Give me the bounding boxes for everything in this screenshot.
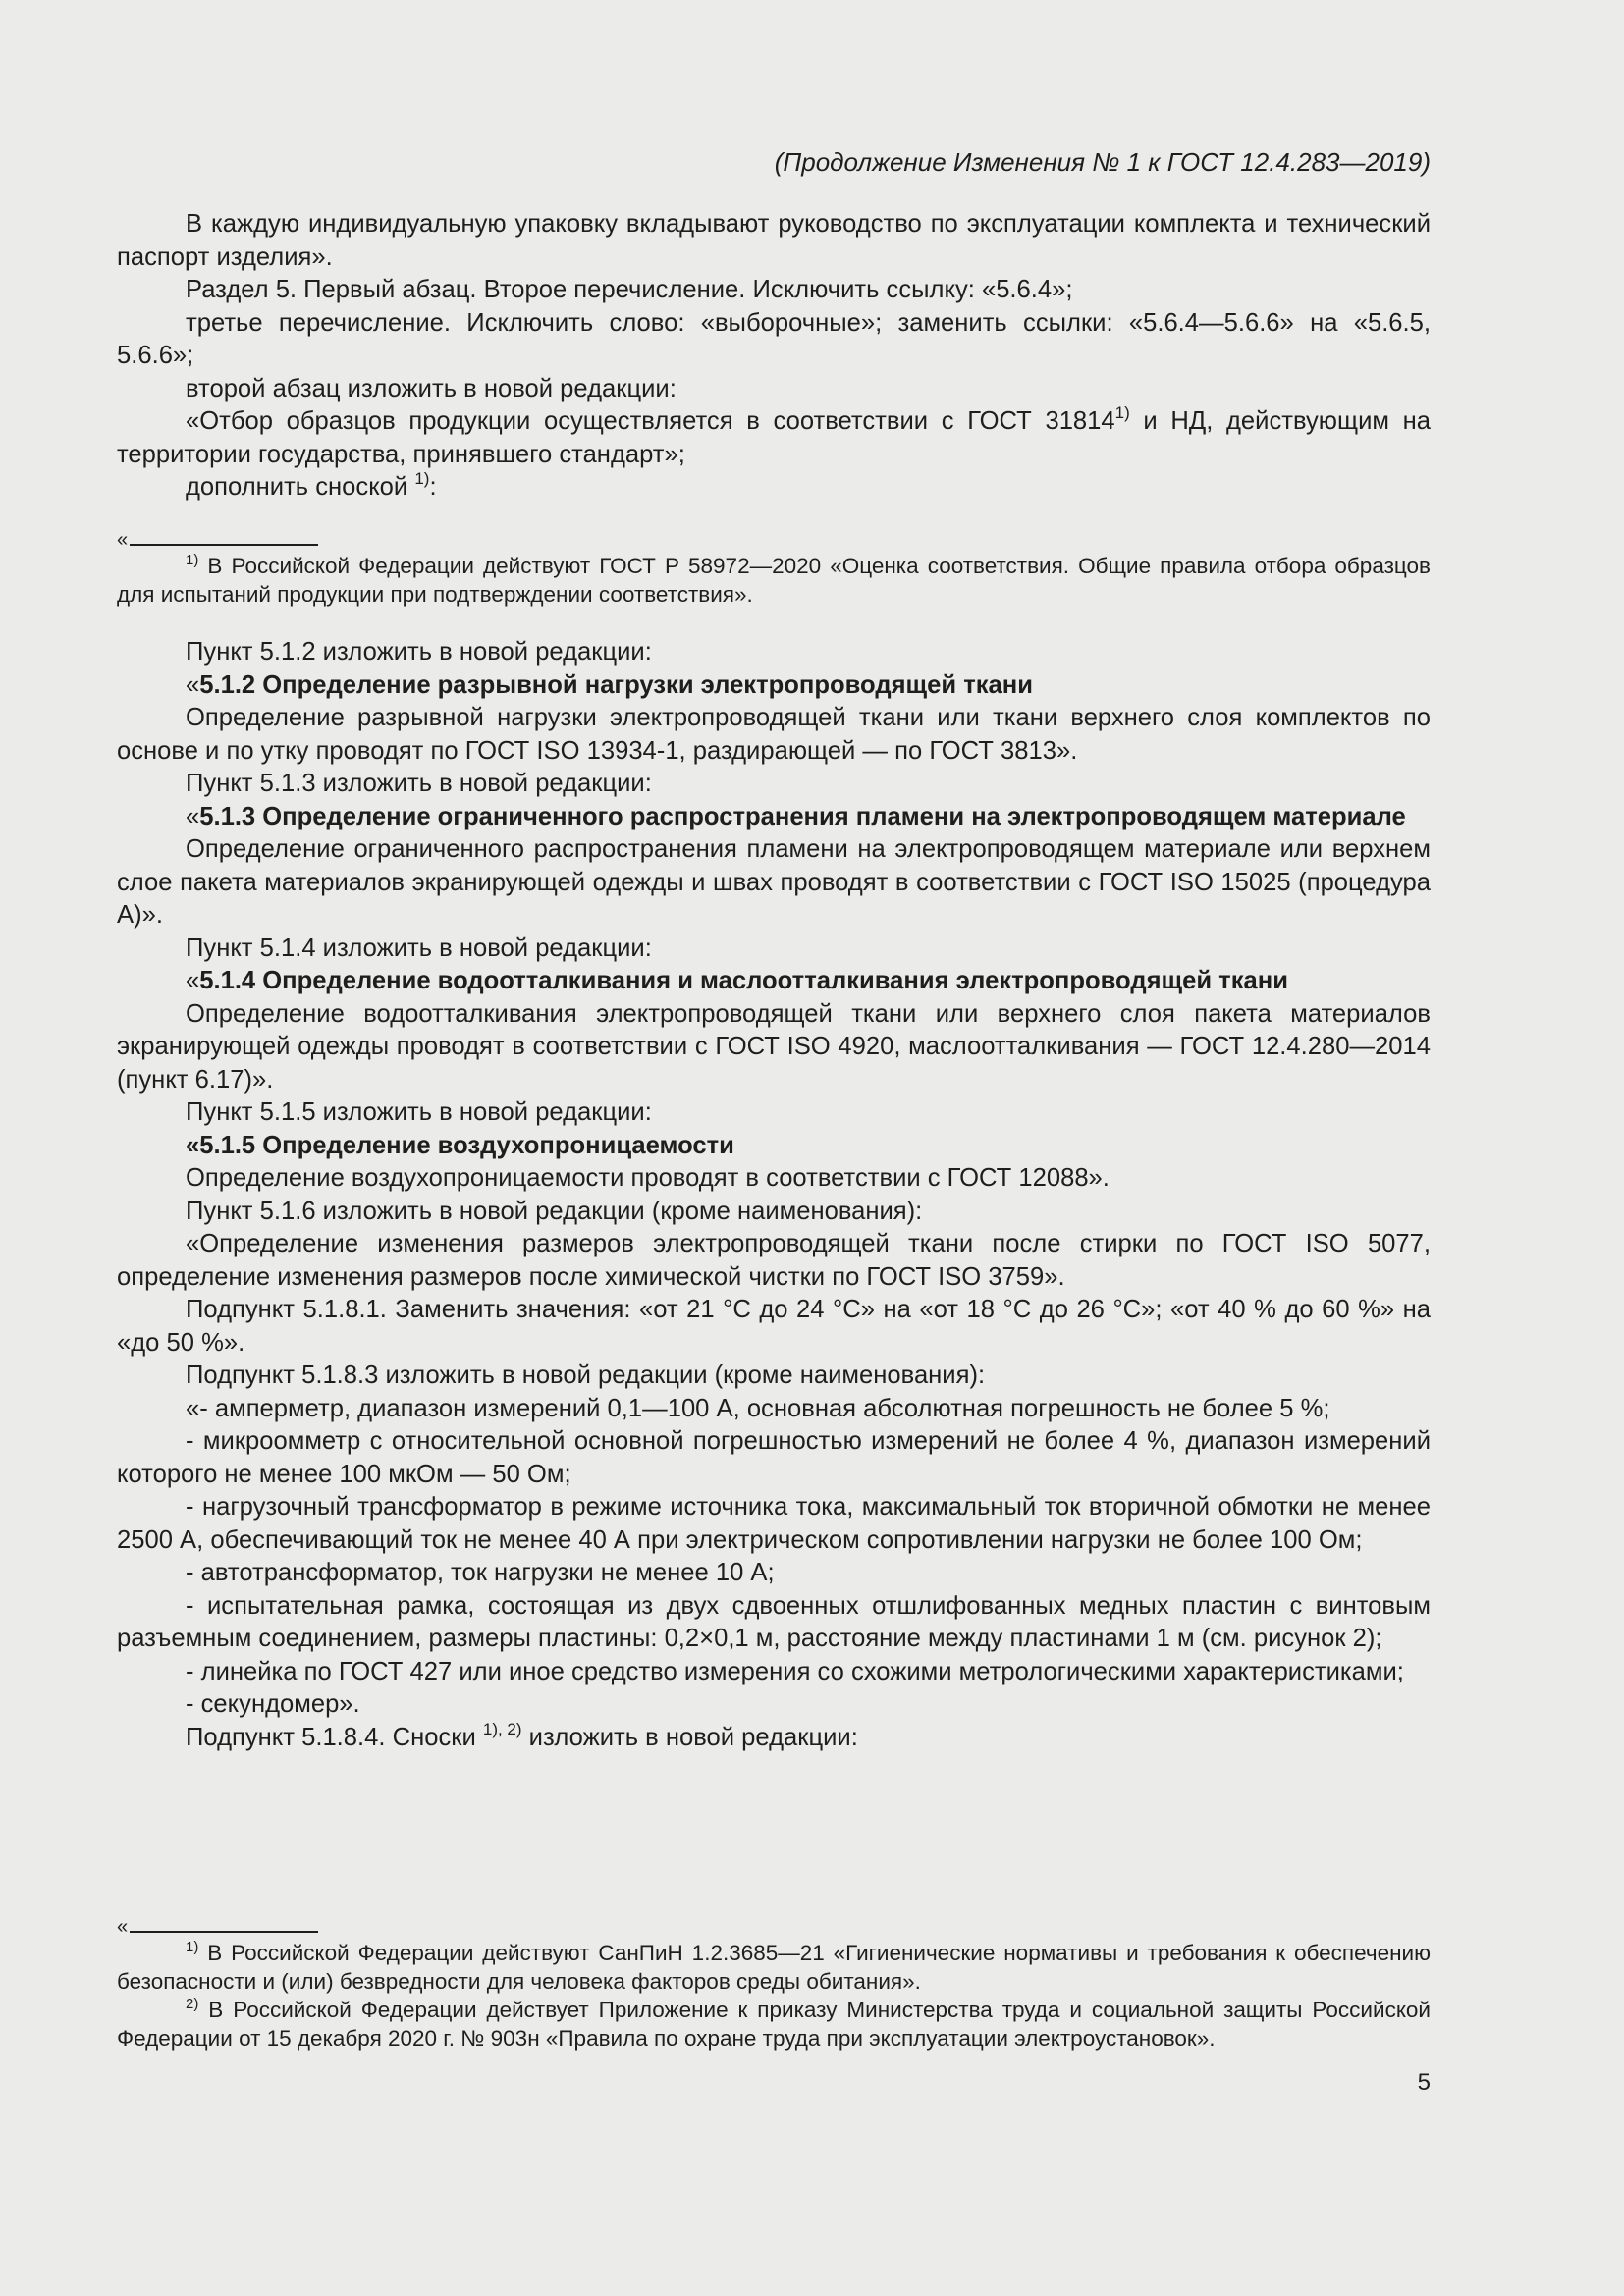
paragraph: Подпункт 5.1.8.4. Сноски $^{1), 2)}$ изложить в новой редакции: bbox=[186, 1719, 858, 1751]
list-item: - испытательная рамка, состоящая из двух сдвоенных отшлифованных медных пластин с винтовым разъемным соединением, размеры пластины: 0,2×0,1 м, расстояние между пластинами 1 м (см. рисунок 2); bbox=[117, 1591, 1431, 1652]
page-number: 5 bbox=[1417, 2069, 1431, 2096]
intro-block bbox=[117, 208, 1431, 505]
footnote: $^{1)}$ В Российской Федерации действуют ГОСТ Р 58972—2020 «Оценка соответствия. Общие правила отбора образцов для испытаний продукции при подтверждении соответствия». bbox=[117, 552, 1431, 607]
paragraph-add-footnote: дополнить сноской $^{1)}$: bbox=[186, 469, 437, 501]
paragraph: второй абзац изложить в новой редакции: bbox=[186, 374, 677, 402]
main-block bbox=[117, 636, 1431, 1754]
paragraph: Пункт 5.1.6 изложить в новой редакции (кроме наименования): bbox=[186, 1197, 923, 1225]
section-title: «5.1.2 Определение разрывной нагрузки электропроводящей ткани bbox=[186, 670, 1033, 699]
footnote-ref: 1), 2) bbox=[482, 1719, 522, 1738]
paragraph: Определение ограниченного распространения пламени на электропроводящем материале или верхнем слое пакета материалов экранирующей одежды и швах проводят в соответствии с ГОСТ ISO 15025 (процедура А)». bbox=[117, 835, 1431, 929]
paragraph: Пункт 5.1.2 изложить в новой редакции: bbox=[186, 638, 652, 666]
section-title: «5.1.4 Определение водоотталкивания и маслоотталкивания электропроводящей ткани bbox=[186, 967, 1288, 994]
list-item: - нагрузочный трансформатор в режиме источника тока, максимальный ток вторичной обмотки не менее 2500 А, обеспечивающий ток не менее 40 А при электрическом сопротивлении нагрузки не более 100 Ом; bbox=[117, 1493, 1431, 1554]
footnote-block-2 bbox=[117, 1917, 1431, 2053]
list-item: - секундомер». bbox=[186, 1690, 360, 1718]
running-header: (Продолжение Изменения № 1 к ГОСТ 12.4.283—2019) bbox=[774, 147, 1431, 177]
paragraph-sampling: «Отбор образцов продукции осуществляется в соответствии с ГОСТ 31814$^{1)}$ и НД, действующим на территории государства, принявшего стандарт»; bbox=[117, 403, 1431, 468]
footnote-block-1 bbox=[117, 530, 1431, 609]
list-item: - микроомметр с относительной основной погрешностью измерений не более 4 %, диапазон измерений которого не менее 100 мкОм — 50 Ом; bbox=[117, 1427, 1431, 1488]
list-item: - линейка по ГОСТ 427 или иное средство измерения со схожими метрологическими характеристиками; bbox=[186, 1657, 1404, 1685]
footnote-separator: « bbox=[117, 530, 1431, 552]
paragraph: Определение водоотталкивания электропроводящей ткани или верхнего слоя пакета материалов экранирующей одежды проводят в соответствии с ГОСТ ISO 4920, маслоотталкивания — ГОСТ 12.4.280—2014 (пункт 6.17)». bbox=[117, 999, 1431, 1094]
paragraph: третье перечисление. Исключить слово: «выборочные»; заменить ссылки: «5.6.4—5.6.6» на «5.6.5, 5.6.6»; bbox=[117, 308, 1431, 369]
paragraph: Пункт 5.1.3 изложить в новой редакции: bbox=[186, 770, 652, 797]
section-title: «5.1.5 Определение воздухопроницаемости bbox=[186, 1131, 734, 1159]
list-item: - автотрансформатор, ток нагрузки не менее 10 А; bbox=[186, 1559, 775, 1586]
footnote-ref: 1) bbox=[414, 469, 430, 488]
footnote-ref: 1) bbox=[1114, 403, 1130, 422]
paragraph: Подпункт 5.1.8.1. Заменить значения: «от 21 °С до 24 °С» на «от 18 °С до 26 °С»; «от 40 % до 60 %» на «до 50 %». bbox=[117, 1296, 1431, 1357]
section-title: «5.1.3 Определение ограниченного распространения пламени на электропроводящем материале bbox=[186, 802, 1406, 830]
paragraph: Пункт 5.1.5 изложить в новой редакции: bbox=[186, 1098, 652, 1126]
paragraph: Пункт 5.1.4 изложить в новой редакции: bbox=[186, 934, 652, 962]
paragraph: Определение разрывной нагрузки электропроводящей ткани или ткани верхнего слоя комплектов по основе и по утку проводят по ГОСТ ISO 13934-1, раздирающей — по ГОСТ 3813». bbox=[117, 704, 1431, 765]
paragraph: В каждую индивидуальную упаковку вкладывают руководство по эксплуатации комплекта и технический паспорт изделия». bbox=[117, 210, 1431, 271]
paragraph: Подпункт 5.1.8.3 изложить в новой редакции (кроме наименования): bbox=[186, 1362, 986, 1389]
paragraph: Раздел 5. Первый абзац. Второе перечисление. Исключить ссылку: «5.6.4»; bbox=[186, 276, 1073, 303]
footnote: $^{1)}$ В Российской Федерации действуют СанПиН 1.2.3685—21 «Гигиенические нормативы и требования к обеспечению безопасности и (или) безвредности для человека факторов среды обитания». bbox=[117, 1939, 1431, 1994]
footnote-separator: « bbox=[117, 1917, 1431, 1939]
footnote: $^{2)}$ В Российской Федерации действует Приложение к приказу Министерства труда и социальной защиты Российской Федерации от 15 декабря 2020 г. № 903н «Правила по охране труда при эксплуатации электроустановок». bbox=[117, 1996, 1431, 2051]
paragraph: «Определение изменения размеров электропроводящей ткани после стирки по ГОСТ ISO 5077, определение изменения размеров после химической чистки по ГОСТ ISO 3759». bbox=[117, 1230, 1431, 1291]
paragraph: Определение воздухопроницаемости проводят в соответствии с ГОСТ 12088». bbox=[186, 1164, 1110, 1192]
list-item: «- амперметр, диапазон измерений 0,1—100 А, основная абсолютная погрешность не более 5 %; bbox=[186, 1394, 1330, 1422]
